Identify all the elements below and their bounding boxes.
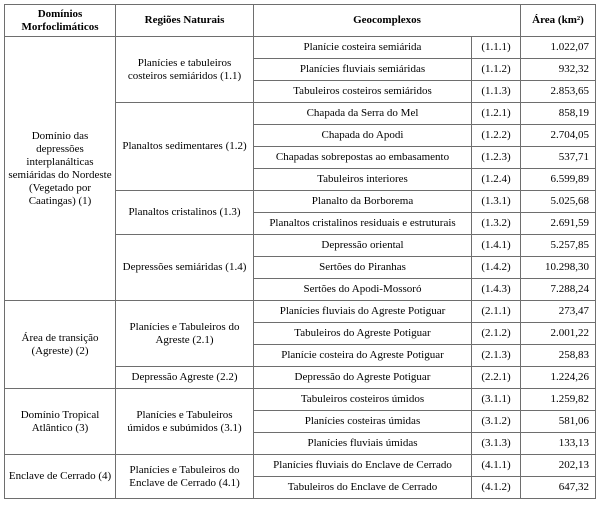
- geocomplexo-name: Tabuleiros do Agreste Potiguar: [254, 323, 472, 345]
- geocomplexo-name: Planície costeira do Agreste Potiguar: [254, 345, 472, 367]
- area-value: 202,13: [521, 455, 596, 477]
- regiao-cell: Planícies e Tabuleiros do Enclave de Cerrado (4.1): [116, 455, 254, 499]
- geocomplexo-name: Planícies fluviais úmidas: [254, 433, 472, 455]
- geocomplexo-name: Planície costeira semiárida: [254, 37, 472, 59]
- area-value: 1.224,26: [521, 367, 596, 389]
- geocomplexo-code: (1.2.4): [472, 169, 521, 191]
- area-value: 932,32: [521, 59, 596, 81]
- regiao-cell: Planaltos sedimentares (1.2): [116, 103, 254, 191]
- geocomplexo-code: (1.1.1): [472, 37, 521, 59]
- area-value: 10.298,30: [521, 257, 596, 279]
- geocomplexo-code: (3.1.2): [472, 411, 521, 433]
- area-value: 258,83: [521, 345, 596, 367]
- geocomplexo-code: (1.2.1): [472, 103, 521, 125]
- header-geocomplexos: Geocomplexos: [254, 5, 521, 37]
- geocomplexo-name: Planícies fluviais do Agreste Potiguar: [254, 301, 472, 323]
- geocomplexo-code: (1.4.2): [472, 257, 521, 279]
- area-value: 1.022,07: [521, 37, 596, 59]
- regiao-cell: Planícies e tabuleiros costeiros semiáridos (1.1): [116, 37, 254, 103]
- area-value: 133,13: [521, 433, 596, 455]
- geocomplexo-code: (3.1.1): [472, 389, 521, 411]
- area-value: 6.599,89: [521, 169, 596, 191]
- geocomplexo-code: (4.1.2): [472, 477, 521, 499]
- header-regioes: Regiões Naturais: [116, 5, 254, 37]
- geocomplexo-name: Planaltos cristalinos residuais e estruturais: [254, 213, 472, 235]
- geocomplexo-code: (4.1.1): [472, 455, 521, 477]
- geocomplexo-name: Chapada do Apodi: [254, 125, 472, 147]
- area-value: 647,32: [521, 477, 596, 499]
- geocomplexo-code: (1.1.2): [472, 59, 521, 81]
- area-value: 2.691,59: [521, 213, 596, 235]
- geocomplexo-code: (2.2.1): [472, 367, 521, 389]
- dominio-cell: Área de transição (Agreste) (2): [5, 301, 116, 389]
- geocomplexo-name: Sertões do Piranhas: [254, 257, 472, 279]
- header-row: [5, 5, 596, 37]
- table-body: [5, 37, 596, 499]
- geocomplexo-code: (1.3.1): [472, 191, 521, 213]
- geocomplexo-name: Tabuleiros interiores: [254, 169, 472, 191]
- regiao-cell: Planícies e Tabuleiros úmidos e subúmidos (3.1): [116, 389, 254, 455]
- table-row: [5, 301, 596, 323]
- geocomplexo-name: Planícies fluviais semiáridas: [254, 59, 472, 81]
- table-row: [5, 37, 596, 59]
- table-row: [5, 455, 596, 477]
- geocomplexo-name: Chapada da Serra do Mel: [254, 103, 472, 125]
- geocomplexo-code: (2.1.1): [472, 301, 521, 323]
- area-value: 1.259,82: [521, 389, 596, 411]
- regiao-cell: Planícies e Tabuleiros do Agreste (2.1): [116, 301, 254, 367]
- geocomplexo-name: Chapadas sobrepostas ao embasamento: [254, 147, 472, 169]
- geocomplexo-code: (1.4.3): [472, 279, 521, 301]
- dominio-cell: Enclave de Cerrado (4): [5, 455, 116, 499]
- geocomplexo-name: Planícies costeiras úmidas: [254, 411, 472, 433]
- area-value: 2.704,05: [521, 125, 596, 147]
- area-value: 7.288,24: [521, 279, 596, 301]
- area-value: 273,47: [521, 301, 596, 323]
- geocomplexo-name: Tabuleiros do Enclave de Cerrado: [254, 477, 472, 499]
- area-value: 5.025,68: [521, 191, 596, 213]
- geocomplexo-name: Depressão oriental: [254, 235, 472, 257]
- area-value: 858,19: [521, 103, 596, 125]
- geocomplexo-code: (1.2.3): [472, 147, 521, 169]
- geocomplexo-name: Tabuleiros costeiros semiáridos: [254, 81, 472, 103]
- geocomplexo-name: Planícies fluviais do Enclave de Cerrado: [254, 455, 472, 477]
- geocomplexo-name: Tabuleiros costeiros úmidos: [254, 389, 472, 411]
- table-row: [5, 389, 596, 411]
- geocomplexo-code: (1.4.1): [472, 235, 521, 257]
- header-area: Área (km²): [521, 5, 596, 37]
- area-value: 2.001,22: [521, 323, 596, 345]
- geocomplexo-code: (1.2.2): [472, 125, 521, 147]
- dominio-cell: Domínio das depressões interplanálticas semiáridas do Nordeste (Vegetado por Caatingas) (1): [5, 37, 116, 301]
- geocomplexo-name: Sertões do Apodi-Mossoró: [254, 279, 472, 301]
- area-value: 581,06: [521, 411, 596, 433]
- area-value: 537,71: [521, 147, 596, 169]
- regiao-cell: Planaltos cristalinos (1.3): [116, 191, 254, 235]
- area-value: 2.853,65: [521, 81, 596, 103]
- area-value: 5.257,85: [521, 235, 596, 257]
- geocomplexo-code: (3.1.3): [472, 433, 521, 455]
- geocomplexo-name: Depressão do Agreste Potiguar: [254, 367, 472, 389]
- geocomplexo-code: (1.3.2): [472, 213, 521, 235]
- geocomplexo-code: (2.1.2): [472, 323, 521, 345]
- regiao-cell: Depressão Agreste (2.2): [116, 367, 254, 389]
- geocomplexo-code: (2.1.3): [472, 345, 521, 367]
- dominio-cell: Domínio Tropical Atlântico (3): [5, 389, 116, 455]
- geocomplexos-table: [4, 4, 596, 499]
- geocomplexo-code: (1.1.3): [472, 81, 521, 103]
- regiao-cell: Depressões semiáridas (1.4): [116, 235, 254, 301]
- geocomplexo-name: Planalto da Borborema: [254, 191, 472, 213]
- header-dominios: Domínios Morfoclimáticos: [5, 5, 116, 37]
